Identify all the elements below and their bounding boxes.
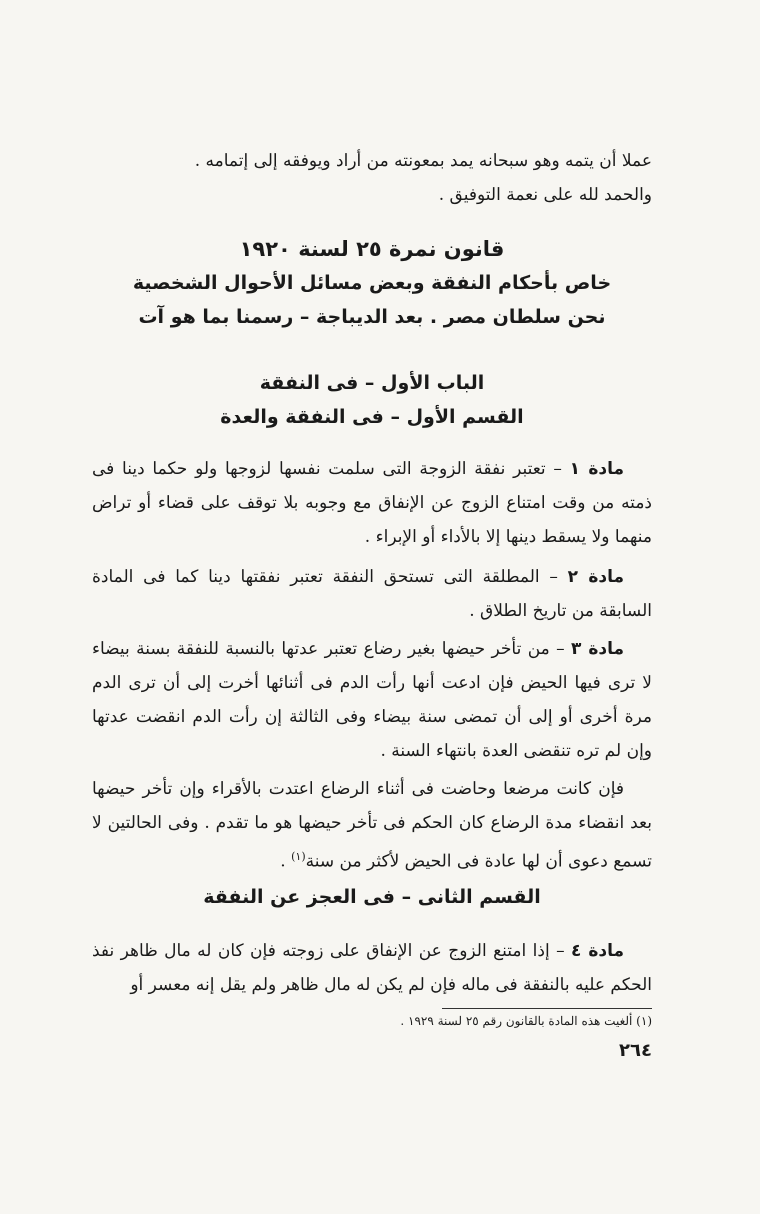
footnote-ref: (١) xyxy=(291,850,306,863)
article-4 xyxy=(92,934,652,1002)
footnote-block xyxy=(92,1012,652,1030)
article-3-text: – من تأخر حيضها بغير رضاع تعتبر عدتها بالنسبة للنفقة بسنة بيضاء لا ترى فيها الحيض فإن ادعت أنها رأت الدم فى أثنائها أخرت إلى أن ترى الدم مرة أخرى أو إلى أن تمضى سنة بيضاء وفى الثالثة إن رأت الدم انقضت عدتها وإن لم تره تنقضى العدة بانتهاء السنة . xyxy=(92,639,652,761)
article-2-label: مادة ٢ xyxy=(567,567,624,587)
page-number: ٢٦٤ xyxy=(619,1040,652,1061)
law-subtitle: خاص بأحكام النفقة وبعض مسائل الأحوال الشخصية xyxy=(132,272,612,294)
section-2-heading xyxy=(92,880,652,914)
article-4-text: – إذا امتنع الزوج عن الإنفاق على زوجته فإن كان له مال ظاهر نفذ الحكم عليه بالنفقة فى ماله فإن لم يكن له مال ظاهر ولم يقل إنه معسر أو xyxy=(92,941,652,995)
section-1-title: القسم الأول – فى النفقة والعدة xyxy=(220,406,524,428)
intro-line-1: عملا أن يتمه وهو سبحانه يمد بمعونته من أراد ويوفقه إلى إتمامه . xyxy=(194,151,652,171)
article-1-label: مادة ١ xyxy=(569,459,624,479)
footnote-text: (١) ألغيت هذه المادة بالقانون رقم ٢٥ لسنة ١٩٢٩ . xyxy=(400,1014,652,1028)
law-preamble: نحن سلطان مصر . بعد الديباجة – رسمنا بما هو آت xyxy=(138,306,606,328)
article-3-continuation xyxy=(92,772,652,879)
law-header xyxy=(92,232,652,334)
article-3 xyxy=(92,632,652,768)
article-1 xyxy=(92,452,652,554)
article-3-label: مادة ٣ xyxy=(571,639,624,659)
article-2 xyxy=(92,560,652,628)
section-2-title: القسم الثانى – فى العجز عن النفقة xyxy=(203,886,541,908)
article-3-cont-text: فإن كانت مرضعا وحاضت فى أثناء الرضاع اعتدت بالأقراء وإن تأخر حيضها بعد انقضاء مدة الرضاع كان الحكم فى تأخر حيضها هو ما تقدم . وفى الحالتين لا تسمع دعوى أن لها عادة فى الحيض لأكثر من سنة xyxy=(92,779,652,872)
article-3-cont-end: . xyxy=(280,851,292,872)
law-title: قانون نمرة ٢٥ لسنة ١٩٢٠ xyxy=(239,237,505,261)
intro-line-2: والحمد لله على نعمة التوفيق . xyxy=(438,185,652,205)
article-2-text: – المطلقة التى تستحق النفقة تعتبر نفقتها دينا كما فى المادة السابقة من تاريخ الطلاق . xyxy=(92,567,652,621)
article-4-label: مادة ٤ xyxy=(571,941,624,961)
article-1-text: – تعتبر نفقة الزوجة التى سلمت نفسها لزوجها ولو حكما دينا فى ذمته من وقت امتناع الزوج عن الإنفاق مع وجوبه بلا توقف على قضاء أو تراض منهما ولا يسقط دينها إلا بالأداء أو الإبراء . xyxy=(92,459,652,547)
footnote-divider xyxy=(442,1008,652,1009)
intro-paragraph xyxy=(92,144,652,212)
chapter-heading xyxy=(92,366,652,434)
page-number-block xyxy=(92,1040,652,1061)
chapter-title: الباب الأول – فى النفقة xyxy=(259,372,485,394)
